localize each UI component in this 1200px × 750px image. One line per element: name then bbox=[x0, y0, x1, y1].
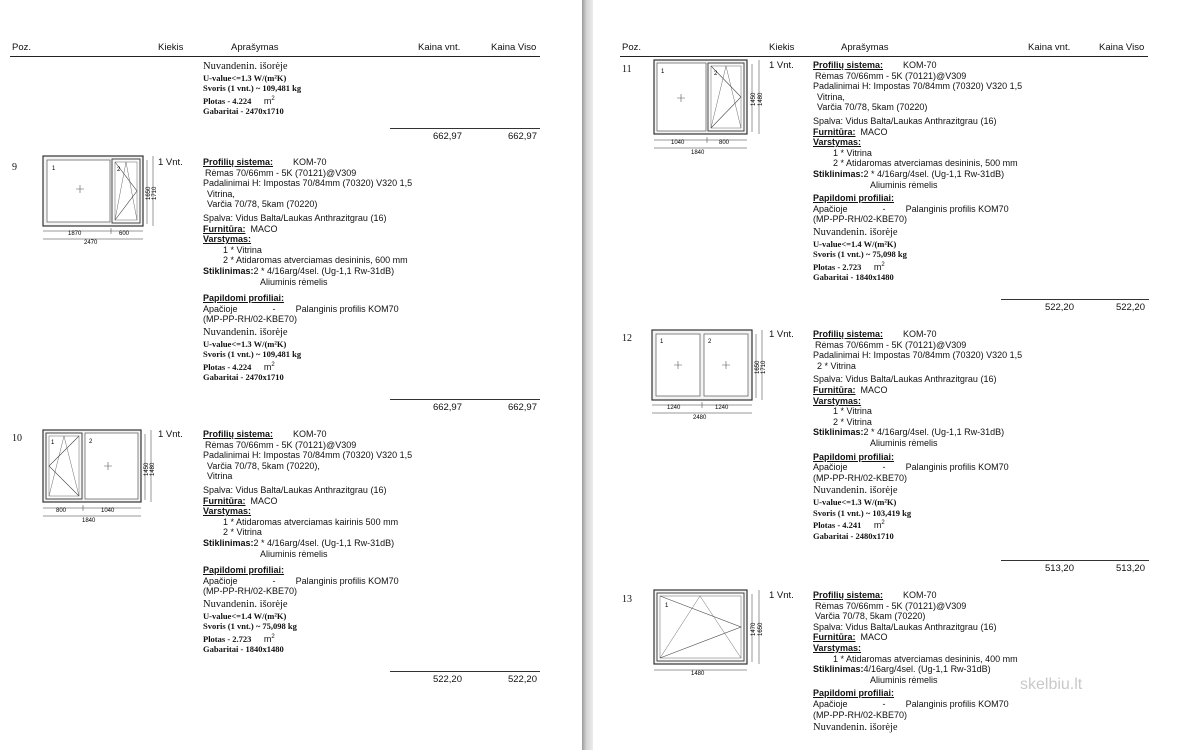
hardware-label: Furnitūra: bbox=[203, 223, 246, 234]
dim-width-2: 600 bbox=[119, 231, 130, 237]
dim-width-2: 800 bbox=[719, 140, 730, 146]
opening-line: 1 * Atidaromas atverciamas desininis, 400 mm bbox=[833, 653, 1018, 664]
extra-profiles-label: Papildomi profiliai: bbox=[203, 565, 285, 576]
extra-dash: - bbox=[272, 575, 276, 586]
header-kiekis: Kiekis bbox=[158, 42, 184, 53]
spec-line: Rėmas 70/66mm - 5K (70121)@V309 bbox=[815, 339, 967, 350]
dim-height-1: 1650 bbox=[146, 186, 152, 200]
window-drawing bbox=[651, 586, 769, 686]
area-exponent: 2 bbox=[881, 520, 885, 527]
header-kaina-viso: Kaina Viso bbox=[1099, 42, 1145, 53]
item-quantity: 1 Vnt. bbox=[158, 429, 183, 440]
drain-text: Nuvandenin. išorėje bbox=[813, 722, 898, 734]
item-position: 10 bbox=[12, 433, 22, 444]
extra-profiles-label: Papildomi profiliai: bbox=[813, 451, 895, 462]
dim-width-1: 1240 bbox=[667, 405, 681, 411]
opening-line: 2 * Atidaromas atverciamas desininis, 600 mm bbox=[223, 255, 408, 266]
area-text: Plotas - 2.723 bbox=[203, 633, 252, 644]
hardware-value: MACO bbox=[860, 632, 888, 643]
uvalue-text: U-value<=1.3 W/(m²K) bbox=[813, 496, 897, 507]
opening-line: 2 * Vitrina bbox=[833, 416, 872, 427]
area-unit: m bbox=[263, 95, 272, 106]
area-text: Plotas - 4.224 bbox=[203, 95, 252, 106]
header-aprasymas: Aprašymas bbox=[841, 42, 889, 53]
dim-width-2: 1040 bbox=[101, 508, 115, 514]
opening-line: 1 * Atidaromas atverciamas kairinis 500 mm bbox=[223, 516, 399, 527]
sash-label-1: 1 bbox=[661, 69, 665, 75]
header-poz: Poz. bbox=[12, 42, 32, 53]
opening-line: 1 * Vitrina bbox=[223, 244, 262, 255]
profile-label: Profilių sistema: bbox=[813, 329, 884, 339]
extra-dash: - bbox=[882, 462, 886, 473]
profile-value: KOM-70 bbox=[293, 157, 327, 167]
spec-line: Rėmas 70/66mm - 5K (70121)@V309 bbox=[205, 167, 357, 178]
dim-width-total: 2480 bbox=[693, 415, 707, 421]
hardware-value: MACO bbox=[860, 384, 888, 395]
glazing-label: Stiklinimas: bbox=[813, 168, 864, 179]
dim-height-1: 1470 bbox=[751, 622, 757, 636]
extra-code: (MP-PP-RH/02-KBE70) bbox=[203, 586, 298, 597]
document-page-right bbox=[593, 0, 1200, 750]
header-kiekis: Kiekis bbox=[769, 42, 795, 53]
opening-label: Varstymas: bbox=[813, 395, 862, 406]
item-quantity: 1 Vnt. bbox=[769, 60, 794, 71]
sum-rule bbox=[1001, 299, 1149, 300]
spec-line: Padalinimai H: Impostas 70/84mm (70320) V320 1,5 bbox=[203, 178, 413, 189]
color-text: Spalva: Vidus Balta/Laukas Anthrazitgrau (16) bbox=[203, 212, 387, 223]
price-unit: 662,97 bbox=[432, 131, 462, 142]
glazing-value: 2 * 4/16arg/4sel. (Ug-1,1 Rw-31dB) bbox=[253, 537, 395, 548]
extra-position: Apačioje bbox=[203, 575, 238, 586]
window-drawing bbox=[651, 56, 769, 158]
area-unit: m bbox=[263, 633, 272, 644]
dim-height-1: 1450 bbox=[144, 462, 150, 476]
price-total: 513,20 bbox=[1115, 563, 1145, 574]
glazing-value: 2 * 4/16arg/4sel. (Ug-1,1 Rw-31dB) bbox=[253, 265, 395, 276]
area-text: Plotas - 4.224 bbox=[203, 361, 252, 372]
header-aprasymas: Aprašymas bbox=[231, 42, 279, 53]
item-position: 11 bbox=[622, 64, 632, 75]
window-drawing bbox=[40, 426, 158, 526]
item-specs bbox=[203, 157, 412, 383]
item-specs bbox=[203, 429, 412, 655]
dim-width-1: 1870 bbox=[68, 231, 82, 237]
dim-height-total: 1710 bbox=[761, 360, 767, 374]
opening-line: 2 * Vitrina bbox=[223, 527, 262, 538]
hardware-value: MACO bbox=[250, 223, 278, 234]
sum-rule bbox=[390, 399, 540, 400]
color-text: Spalva: Vidus Balta/Laukas Anthrazitgrau (16) bbox=[203, 484, 387, 495]
opening-line: 1 * Vitrina bbox=[833, 406, 872, 417]
window-drawing bbox=[649, 326, 767, 422]
price-total: 662,97 bbox=[507, 131, 537, 142]
item-specs bbox=[813, 590, 1018, 734]
glazing-value: 4/16arg/4sel. (Ug-1,1 Rw-31dB) bbox=[863, 664, 991, 675]
profile-label: Profilių sistema: bbox=[203, 157, 274, 167]
area-exponent: 2 bbox=[271, 361, 275, 368]
glazing-label: Stiklinimas: bbox=[203, 265, 254, 276]
uvalue-text: U-value<=1.3 W/(m²K) bbox=[203, 338, 287, 349]
extra-dash: - bbox=[882, 698, 886, 709]
header-kaina-vnt: Kaina vnt. bbox=[1028, 42, 1071, 53]
sash-label-1: 1 bbox=[665, 603, 669, 609]
item-position: 9 bbox=[12, 162, 17, 173]
size-text: Gabaritai - 2470x1710 bbox=[203, 106, 284, 117]
size-text: Gabaritai - 1840x1480 bbox=[813, 272, 894, 283]
dim-width-1: 800 bbox=[56, 508, 67, 514]
extra-profile: Palanginis profilis KOM70 bbox=[905, 462, 1009, 473]
drain-text: Nuvandenin. išorėje bbox=[203, 598, 288, 610]
header-kaina-viso: Kaina Viso bbox=[491, 42, 537, 53]
area-unit: m bbox=[873, 520, 882, 531]
size-text: Gabaritai - 2470x1710 bbox=[203, 372, 284, 383]
item-specs bbox=[813, 329, 1022, 541]
profile-value: KOM-70 bbox=[293, 429, 327, 439]
opening-line: 2 * Atidaromas atverciamas desininis, 500 mm bbox=[833, 158, 1018, 169]
extra-profiles-label: Papildomi profiliai: bbox=[813, 193, 895, 204]
sash-label-1: 1 bbox=[52, 166, 56, 172]
drain-text: Nuvandenin. išorėje bbox=[813, 485, 898, 497]
sash-label-2: 2 bbox=[89, 439, 93, 445]
profile-value: KOM-70 bbox=[903, 329, 937, 339]
dim-width-total: 2470 bbox=[84, 240, 98, 246]
area-exponent: 2 bbox=[271, 95, 275, 102]
area-text: Plotas - 2.723 bbox=[813, 261, 862, 272]
header-poz: Poz. bbox=[622, 42, 642, 53]
opening-label: Varstymas: bbox=[203, 234, 252, 245]
header-rule bbox=[10, 56, 540, 57]
sash-label-1: 1 bbox=[51, 440, 55, 446]
dim-width-1: 1040 bbox=[671, 140, 685, 146]
item-quantity: 1 Vnt. bbox=[769, 329, 794, 340]
sum-rule bbox=[390, 671, 540, 672]
drain-text: Nuvandenin. išorėje bbox=[203, 326, 288, 338]
price-total: 522,20 bbox=[1115, 302, 1145, 313]
extra-profile: Palanginis profilis KOM70 bbox=[295, 303, 399, 314]
window-drawing bbox=[40, 152, 158, 247]
extra-position: Apačioje bbox=[813, 203, 848, 214]
spec-line: Padalinimai H: Impostas 70/84mm (70320) V320 1,5 bbox=[813, 81, 1023, 92]
spec-line: Padalinimai H: Impostas 70/84mm (70320) V320 1,5 bbox=[203, 450, 413, 461]
area-exponent: 2 bbox=[271, 633, 275, 640]
hardware-value: MACO bbox=[860, 126, 888, 137]
extra-dash: - bbox=[272, 303, 276, 314]
profile-label: Profilių sistema: bbox=[203, 429, 274, 439]
drain-text: Nuvandenin. išorėje bbox=[813, 226, 898, 238]
opening-line: 1 * Vitrina bbox=[833, 147, 872, 158]
size-text: Gabaritai - 2480x1710 bbox=[813, 530, 894, 541]
area-unit: m bbox=[263, 361, 272, 372]
glazing-value: 2 * 4/16arg/4sel. (Ug-1,1 Rw-31dB) bbox=[863, 427, 1005, 438]
weight-text: Svoris (1 vnt.) ~ 109,481 kg bbox=[203, 83, 302, 94]
dim-width-total: 1840 bbox=[691, 150, 705, 156]
color-text: Spalva: Vidus Balta/Laukas Anthrazitgrau (16) bbox=[813, 621, 997, 632]
dim-height-total: 1480 bbox=[150, 462, 156, 476]
extra-profiles-label: Papildomi profiliai: bbox=[813, 688, 895, 699]
area-exponent: 2 bbox=[881, 261, 885, 268]
sash-label-2: 2 bbox=[708, 339, 712, 345]
uvalue-text: U-value<=1.4 W/(m²K) bbox=[203, 610, 287, 621]
price-unit: 662,97 bbox=[432, 402, 462, 413]
glazing-frame: Aliuminis rėmelis bbox=[870, 437, 938, 448]
dim-width-2: 1240 bbox=[715, 405, 729, 411]
weight-text: Svoris (1 vnt.) ~ 75,098 kg bbox=[203, 621, 297, 632]
dim-width-total: 1480 bbox=[691, 671, 705, 677]
size-text: Gabaritai - 1840x1480 bbox=[203, 644, 284, 655]
sash-label-2: 2 bbox=[117, 167, 121, 173]
weight-text: Svoris (1 vnt.) ~ 109,481 kg bbox=[203, 349, 302, 360]
spec-line: Padalinimai H: Impostas 70/84mm (70320) V320 1,5 bbox=[813, 350, 1023, 361]
sash-label-2: 2 bbox=[714, 71, 718, 77]
spec-line: 2 * Vitrina bbox=[817, 360, 856, 371]
spec-line: Varčia 70/78, 5kam (70220) bbox=[207, 199, 318, 210]
extra-code: (MP-PP-RH/02-KBE70) bbox=[813, 709, 908, 720]
spec-line: Rėmas 70/66mm - 5K (70121)@V309 bbox=[205, 439, 357, 450]
item-continuation-specs bbox=[203, 62, 301, 117]
page-gutter bbox=[582, 0, 593, 750]
dim-width-total: 1840 bbox=[82, 518, 96, 524]
hardware-value: MACO bbox=[250, 495, 278, 506]
extra-dash: - bbox=[882, 203, 886, 214]
weight-text: Svoris (1 vnt.) ~ 75,098 kg bbox=[813, 249, 907, 260]
sum-rule bbox=[390, 128, 540, 129]
item-position: 12 bbox=[622, 333, 632, 344]
dim-height-total: 1650 bbox=[758, 622, 764, 636]
glazing-label: Stiklinimas: bbox=[813, 664, 864, 675]
opening-label: Varstymas: bbox=[813, 137, 862, 148]
glazing-frame: Aliuminis rėmelis bbox=[870, 179, 938, 190]
hardware-label: Furnitūra: bbox=[813, 126, 856, 137]
glazing-value: 2 * 4/16arg/4sel. (Ug-1,1 Rw-31dB) bbox=[863, 168, 1005, 179]
item-quantity: 1 Vnt. bbox=[769, 590, 794, 601]
glazing-frame: Aliuminis rėmelis bbox=[260, 548, 328, 559]
item-position: 13 bbox=[622, 594, 632, 605]
profile-label: Profilių sistema: bbox=[813, 590, 884, 600]
spec-line: Vitrina, bbox=[817, 91, 845, 102]
profile-label: Profilių sistema: bbox=[813, 60, 884, 70]
sum-rule bbox=[1001, 560, 1149, 561]
dim-height-total: 1710 bbox=[152, 186, 158, 200]
extra-code: (MP-PP-RH/02-KBE70) bbox=[203, 314, 298, 325]
opening-label: Varstymas: bbox=[813, 642, 862, 653]
item-quantity: 1 Vnt. bbox=[158, 157, 183, 168]
glazing-label: Stiklinimas: bbox=[203, 537, 254, 548]
profile-value: KOM-70 bbox=[903, 590, 937, 600]
spec-line: Rėmas 70/66mm - 5K (70121)@V309 bbox=[815, 600, 967, 611]
extra-position: Apačioje bbox=[813, 698, 848, 709]
dim-height-1: 1450 bbox=[751, 92, 757, 106]
area-unit: m bbox=[873, 261, 882, 272]
price-unit: 513,20 bbox=[1044, 563, 1074, 574]
hardware-label: Furnitūra: bbox=[813, 384, 856, 395]
extra-code: (MP-PP-RH/02-KBE70) bbox=[813, 214, 908, 225]
price-unit: 522,20 bbox=[432, 674, 462, 685]
document-page-left bbox=[0, 0, 582, 750]
item-specs bbox=[813, 60, 1022, 283]
extra-code: (MP-PP-RH/02-KBE70) bbox=[813, 472, 908, 483]
color-text: Spalva: Vidus Balta/Laukas Anthrazitgrau (16) bbox=[813, 374, 997, 385]
extra-profile: Palanginis profilis KOM70 bbox=[295, 575, 399, 586]
sash-label-1: 1 bbox=[660, 339, 664, 345]
color-text: Spalva: Vidus Balta/Laukas Anthrazitgrau (16) bbox=[813, 115, 997, 126]
extra-position: Apačioje bbox=[813, 462, 848, 473]
price-unit: 522,20 bbox=[1044, 302, 1074, 313]
uvalue-text: U-value<=1.3 W/(m²K) bbox=[203, 72, 287, 83]
hardware-label: Furnitūra: bbox=[203, 495, 246, 506]
spec-line: Vitrina, bbox=[207, 188, 235, 199]
header-kaina-vnt: Kaina vnt. bbox=[418, 42, 461, 53]
weight-text: Svoris (1 vnt.) ~ 103,419 kg bbox=[813, 507, 912, 518]
uvalue-text: U-value<=1.4 W/(m²K) bbox=[813, 238, 897, 249]
opening-label: Varstymas: bbox=[203, 506, 252, 517]
extra-profile: Palanginis profilis KOM70 bbox=[905, 203, 1009, 214]
drain-text: Nuvandenin. išorėje bbox=[203, 61, 288, 72]
dim-height-total: 1480 bbox=[758, 92, 764, 106]
price-total: 522,20 bbox=[507, 674, 537, 685]
extra-position: Apačioje bbox=[203, 303, 238, 314]
spec-line: Rėmas 70/66mm - 5K (70121)@V309 bbox=[815, 70, 967, 81]
spec-line: Varčia 70/78, 5kam (70220) bbox=[817, 102, 928, 113]
area-text: Plotas - 4.241 bbox=[813, 520, 862, 531]
glazing-label: Stiklinimas: bbox=[813, 427, 864, 438]
extra-profile: Palanginis profilis KOM70 bbox=[905, 698, 1009, 709]
spec-line: Varčia 70/78, 5kam (70220), bbox=[207, 460, 320, 471]
extra-profiles-label: Papildomi profiliai: bbox=[203, 293, 285, 304]
spec-line: Vitrina bbox=[207, 471, 233, 482]
price-total: 662,97 bbox=[507, 402, 537, 413]
profile-value: KOM-70 bbox=[903, 60, 937, 70]
dim-height-1: 1650 bbox=[755, 360, 761, 374]
hardware-label: Furnitūra: bbox=[813, 632, 856, 643]
watermark: skelbiu.lt bbox=[1020, 676, 1083, 693]
glazing-frame: Aliuminis rėmelis bbox=[260, 276, 328, 287]
spec-line: Varčia 70/78, 5kam (70220) bbox=[815, 611, 926, 622]
glazing-frame: Aliuminis rėmelis bbox=[870, 674, 938, 685]
